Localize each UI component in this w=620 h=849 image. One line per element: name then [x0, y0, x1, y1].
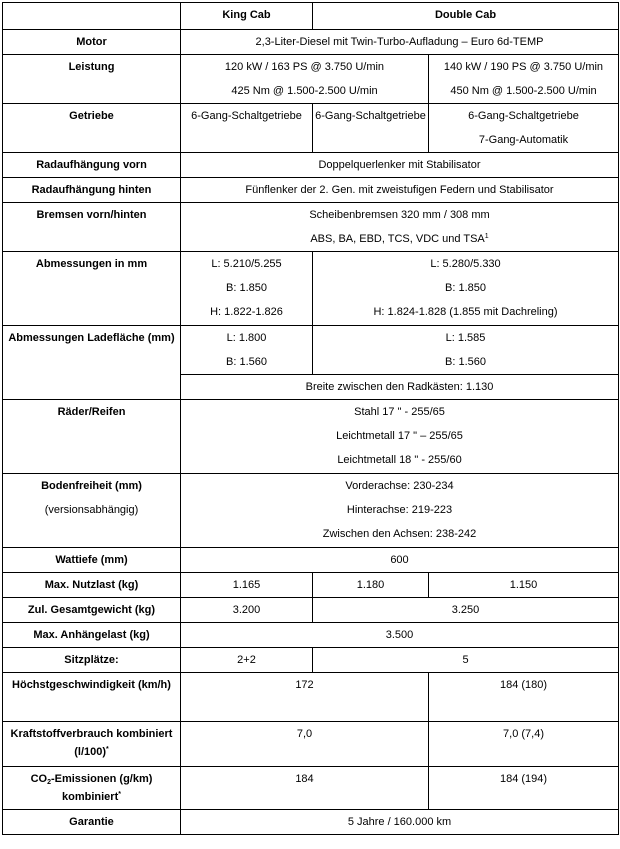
ladeflaeche-double-length: L: 1.585 [445, 332, 486, 344]
getriebe-label: Getriebe [3, 104, 181, 153]
row-abmessungen [3, 252, 619, 326]
abmessungen-king-length: L: 5.210/5.255 [211, 258, 282, 270]
row-gesamtgewicht [3, 598, 619, 623]
raeder-line-2: Leichtmetall 17 " – 255/65 [336, 430, 463, 442]
verbrauch-label-1: Kraftstoffverbrauch kombiniert [10, 728, 173, 740]
co2-label-pre: CO [30, 773, 48, 785]
ladeflaeche-breite: Breite zwischen den Radkästen: 1.130 [181, 375, 619, 400]
row-raeder [3, 400, 619, 474]
ladeflaeche-double [313, 326, 619, 375]
leistung-label: Leistung [3, 55, 181, 104]
row-wattiefe [3, 548, 619, 573]
nutzlast-label: Max. Nutzlast (kg) [3, 573, 181, 598]
bremsen-footnote: 1 [484, 233, 489, 240]
bremsen-value [181, 203, 619, 252]
garantie-label: Garantie [3, 810, 181, 835]
co2-label-1 [5, 770, 178, 788]
leistung-king-torque: 425 Nm @ 1.500-2.500 U/min [231, 85, 378, 97]
header-empty-cell [3, 3, 181, 30]
sitz-label: Sitzplätze: [3, 648, 181, 673]
radvorn-value: Doppelquerlenker mit Stabilisator [181, 153, 619, 178]
leistung-double [429, 55, 619, 104]
co2-label [3, 767, 181, 810]
sitz-double: 5 [313, 648, 619, 673]
boden-label-sub: (versionsabhängig) [44, 504, 139, 516]
motor-label: Motor [3, 30, 181, 55]
raeder-line-3: Leichtmetall 18 " - 255/60 [337, 454, 462, 466]
getriebe-double-b [429, 104, 619, 153]
anhaenge-value: 3.500 [181, 623, 619, 648]
co2-label-post: -Emissionen (g/km) [50, 773, 153, 785]
boden-line-1: Vorderachse: 230-234 [345, 480, 454, 492]
co2-double: 184 (194) [429, 767, 619, 810]
boden-label [3, 474, 181, 548]
row-co2 [3, 767, 619, 810]
row-verbrauch [3, 722, 619, 767]
boden-label-main: Bodenfreiheit (mm) [41, 480, 142, 492]
leistung-king [181, 55, 429, 104]
bremsen-line-2 [183, 227, 616, 251]
row-radaufhaengung-vorn [3, 153, 619, 178]
row-ladeflaeche [3, 326, 619, 375]
vmax-label: Höchstgeschwindigkeit (km/h) [3, 673, 181, 722]
co2-king: 184 [181, 767, 429, 810]
verbrauch-mark: * [106, 746, 109, 753]
leistung-king-power: 120 kW / 163 PS @ 3.750 U/min [224, 61, 385, 73]
abmessungen-double-height: H: 1.824-1.828 (1.855 mit Dachreling) [373, 306, 558, 318]
row-bremsen [3, 203, 619, 252]
leistung-double-power: 140 kW / 190 PS @ 3.750 U/min [443, 61, 604, 73]
radhinten-value: Fünflenker der 2. Gen. mit zweistufigen Federn und Stabilisator [181, 178, 619, 203]
ladeflaeche-king-length: L: 1.800 [226, 332, 267, 344]
abmessungen-double-length: L: 5.280/5.330 [430, 258, 501, 270]
abmessungen-label: Abmessungen in mm [3, 252, 181, 326]
nutzlast-double-b: 1.150 [429, 573, 619, 598]
gesamt-label: Zul. Gesamtgewicht (kg) [3, 598, 181, 623]
row-nutzlast [3, 573, 619, 598]
bremsen-label: Bremsen vorn/hinten [3, 203, 181, 252]
radhinten-label: Radaufhängung hinten [3, 178, 181, 203]
bremsen-systems: ABS, BA, EBD, TCS, VDC und TSA [310, 233, 485, 245]
boden-value [181, 474, 619, 548]
row-getriebe [3, 104, 619, 153]
row-leistung [3, 55, 619, 104]
row-bodenfreiheit [3, 474, 619, 548]
bremsen-line-1: Scheibenbremsen 320 mm / 308 mm [309, 209, 490, 221]
nutzlast-double-a: 1.180 [313, 573, 429, 598]
raeder-label: Räder/Reifen [3, 400, 181, 474]
row-garantie [3, 810, 619, 835]
co2-label-sub: 2 [47, 779, 51, 786]
getriebe-king: 6-Gang-Schaltgetriebe [181, 104, 313, 153]
row-anhaengelast [3, 623, 619, 648]
getriebe-double-a: 6-Gang-Schaltgetriebe [313, 104, 429, 153]
verbrauch-double: 7,0 (7,4) [429, 722, 619, 767]
header-row [3, 3, 619, 30]
ladeflaeche-label: Abmessungen Ladefläche (mm) [3, 326, 181, 400]
raeder-value [181, 400, 619, 474]
vmax-king: 172 [181, 673, 429, 722]
gesamt-double: 3.250 [313, 598, 619, 623]
leistung-double-torque: 450 Nm @ 1.500-2.500 U/min [450, 85, 597, 97]
row-sitzplaetze [3, 648, 619, 673]
boden-line-2: Hinterachse: 219-223 [346, 504, 453, 516]
boden-line-3: Zwischen den Achsen: 238-242 [322, 528, 477, 540]
raeder-line-1: Stahl 17 " - 255/65 [354, 406, 445, 418]
header-king-cab: King Cab [181, 3, 313, 30]
co2-label-2-wrap [5, 788, 178, 806]
row-motor [3, 30, 619, 55]
co2-mark: * [118, 791, 121, 798]
header-double-cab: Double Cab [313, 3, 619, 30]
wattiefe-value: 600 [181, 548, 619, 573]
radvorn-label: Radaufhängung vorn [3, 153, 181, 178]
ladeflaeche-king-width: B: 1.560 [226, 356, 267, 368]
verbrauch-label-2: (l/100) [74, 746, 107, 758]
co2-label-2: kombiniert [62, 791, 119, 803]
garantie-value: 5 Jahre / 160.000 km [181, 810, 619, 835]
abmessungen-double-width: B: 1.850 [445, 282, 486, 294]
sitz-king: 2+2 [181, 648, 313, 673]
verbrauch-label-2-wrap [5, 743, 178, 761]
abmessungen-king [181, 252, 313, 326]
verbrauch-king: 7,0 [181, 722, 429, 767]
anhaenge-label: Max. Anhängelast (kg) [3, 623, 181, 648]
motor-value: 2,3-Liter-Diesel mit Twin-Turbo-Aufladung – Euro 6d-TEMP [181, 30, 619, 55]
wattiefe-label: Wattiefe (mm) [3, 548, 181, 573]
abmessungen-double [313, 252, 619, 326]
abmessungen-king-height: H: 1.822-1.826 [210, 306, 283, 318]
vmax-double: 184 (180) [429, 673, 619, 722]
getriebe-double-automatic: 7-Gang-Automatik [478, 134, 569, 146]
getriebe-double-manual: 6-Gang-Schaltgetriebe [468, 110, 579, 122]
row-hoechstgeschwindigkeit [3, 673, 619, 722]
specification-table [2, 2, 619, 835]
gesamt-king: 3.200 [181, 598, 313, 623]
row-radaufhaengung-hinten [3, 178, 619, 203]
abmessungen-king-width: B: 1.850 [226, 282, 267, 294]
verbrauch-label [3, 722, 181, 767]
ladeflaeche-king [181, 326, 313, 375]
ladeflaeche-double-width: B: 1.560 [445, 356, 486, 368]
nutzlast-king: 1.165 [181, 573, 313, 598]
